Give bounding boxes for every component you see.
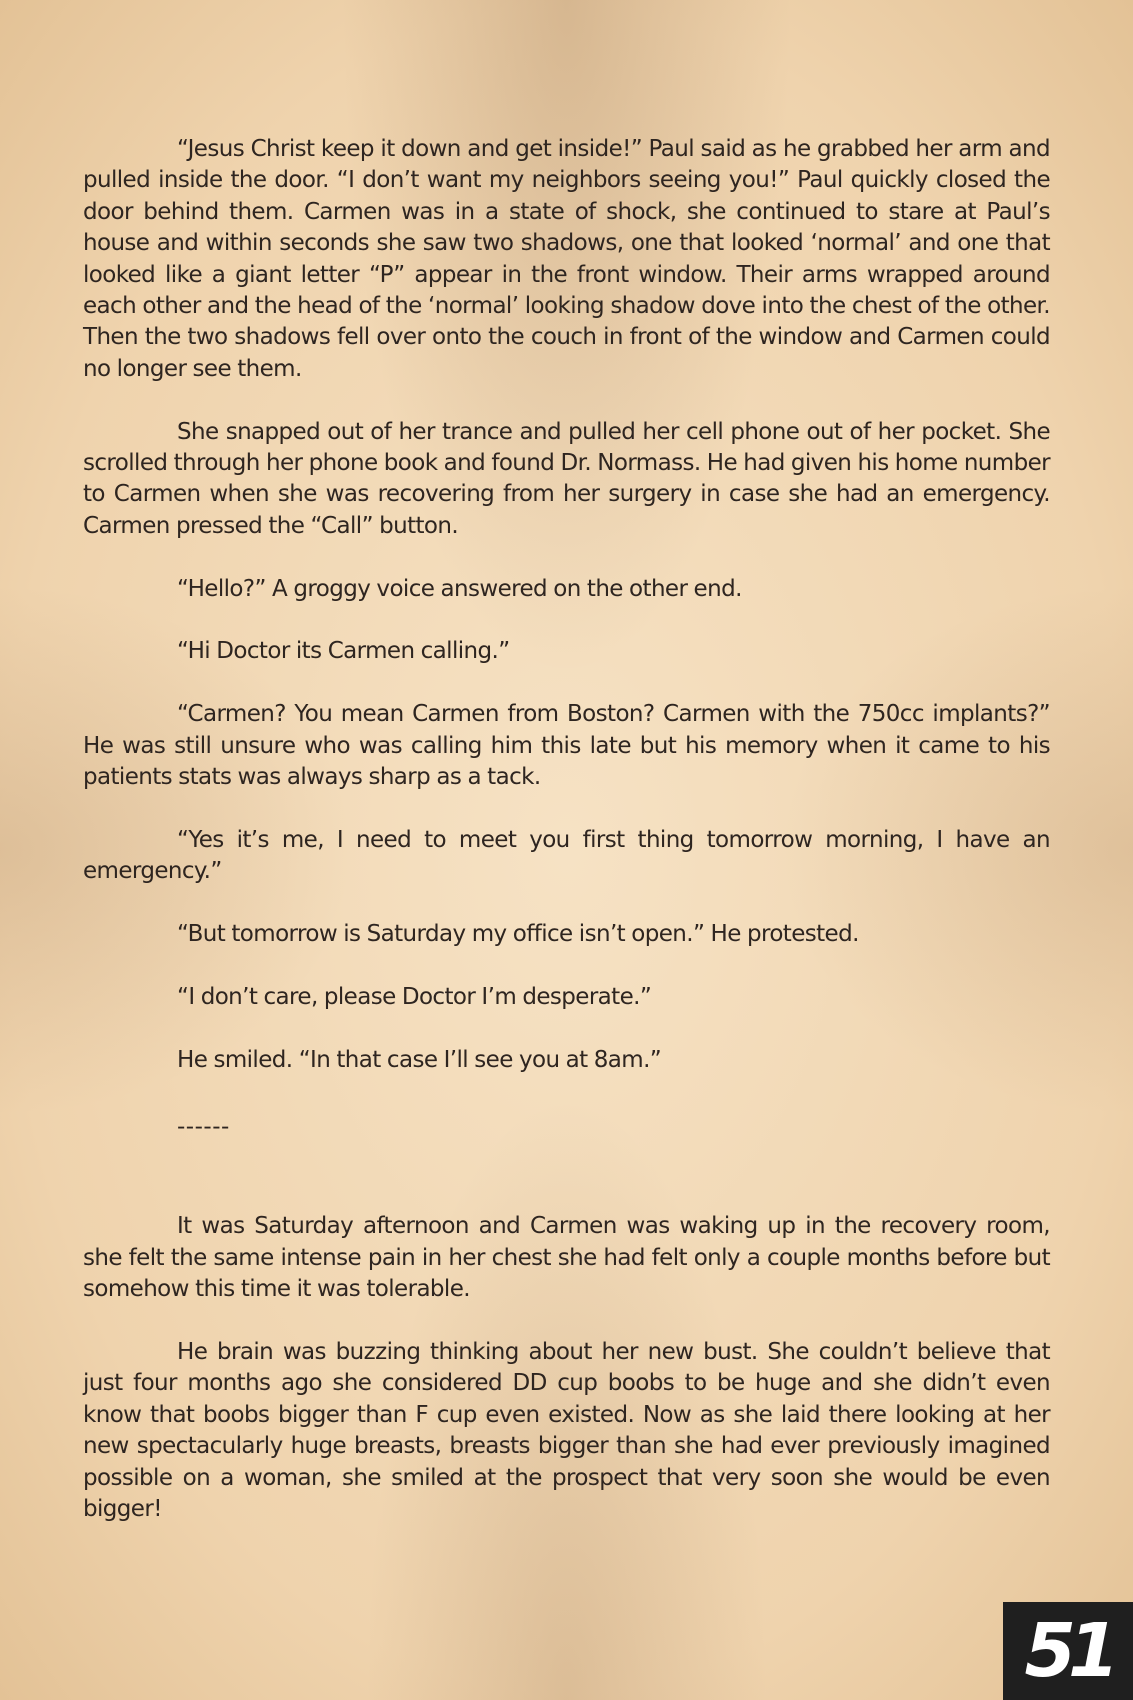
page-number-badge <box>1003 1602 1133 1700</box>
paragraph-yes-its-me: “Yes it’s me, I need to meet you first thing tomorrow morning, I have an emergency.” <box>83 826 1050 885</box>
paragraph-saturday-office: “But tomorrow is Saturday my office isn’t open.” He protested. <box>177 921 859 948</box>
paragraph-paul-grabs-arm: “Jesus Christ keep it down and get inside!” Paul said as he grabbed her arm and pulled inside the door. “I don’t want my neighbors seeing you!” Paul quickly closed the door behind them. Carmen was in a state of shock, she continued to stare at Paul’s house and within seconds she saw two shadows, one that looked ‘normal’ and one that looked like a giant letter “P” appear in the front window. Their arms wrapped around each other and the head of the ‘normal’ looking shadow dove into the chest of the other. Then the two shadows fell over onto the couch in front of the window and Carmen could no longer see them. <box>83 136 1050 382</box>
story-text-body <box>83 134 1050 1557</box>
paragraph-hi-doctor: “Hi Doctor its Carmen calling.” <box>177 638 510 665</box>
scene-separator: ------ <box>177 1114 230 1141</box>
paragraph-desperate: “I don’t care, please Doctor I’m desperate.” <box>177 983 652 1010</box>
paragraph-recovery-room: It was Saturday afternoon and Carmen was waking up in the recovery room, she felt the same intense pain in her chest she had felt only a couple months before but somehow this time it was tolerable. <box>83 1213 1050 1303</box>
paragraph-cell-phone: She snapped out of her trance and pulled her cell phone out of her pocket. She scrolled through her phone book and found Dr. Normass. He had given his home number to Carmen when she was recovering from her surgery in case she had an emergency. Carmen pressed the “Call” button. <box>83 418 1050 539</box>
paragraph-he-smiled: He smiled. “In that case I’ll see you at 8am.” <box>177 1046 662 1073</box>
page-number: 51 <box>1024 1608 1112 1694</box>
paragraph-new-bust: He brain was buzzing thinking about her new bust. She couldn’t believe that just four months ago she considered DD cup boobs to be huge and she didn’t even know that boobs bigger than F cup even existed. Now as she laid there looking at her new spectacularly huge breasts, breasts bigger than she had ever previously imagined possible on a woman, she smiled at the prospect that very soon she would be even bigger! <box>83 1339 1050 1523</box>
paragraph-hello: “Hello?” A groggy voice answered on the other end. <box>177 575 742 602</box>
paragraph-carmen-from-boston: “Carmen? You mean Carmen from Boston? Carmen with the 750cc implants?” He was still unsure who was calling him this late but his memory when it came to his patients stats was always sharp as a tack. <box>83 701 1050 791</box>
